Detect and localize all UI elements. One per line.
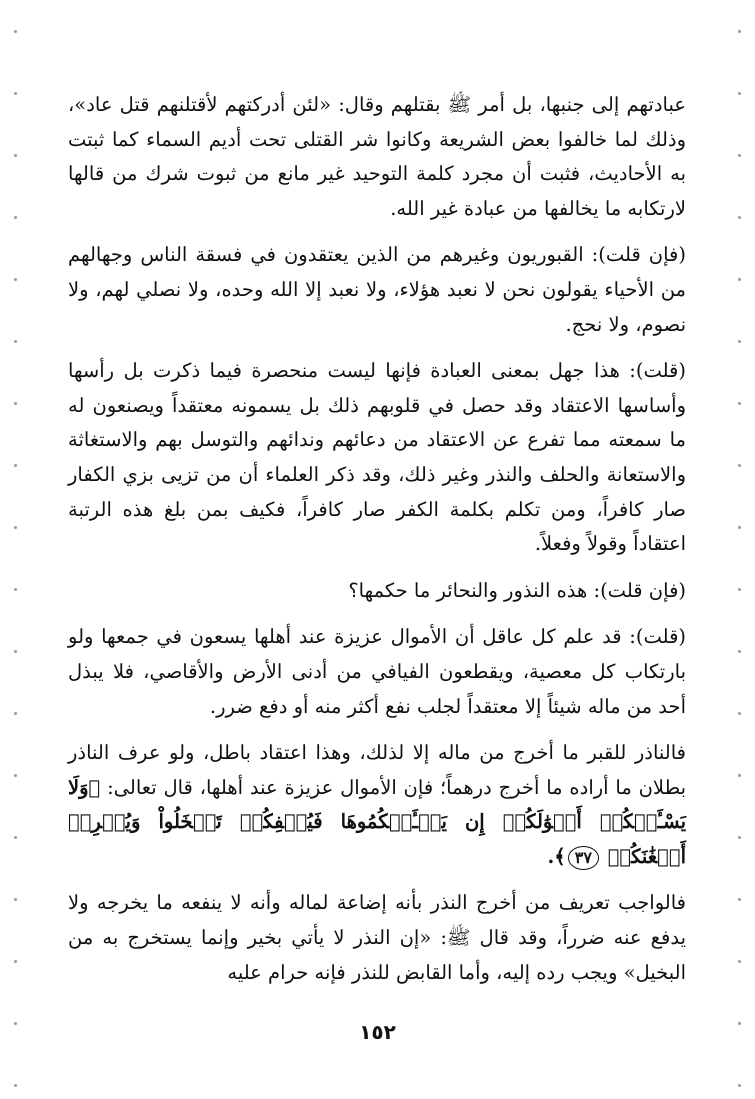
right-margin-dots: [738, 0, 742, 1099]
verse-close-bracket: ﴾.: [547, 844, 566, 868]
margin-dot: [14, 30, 17, 33]
margin-dot: [14, 774, 17, 777]
margin-dot: [738, 774, 741, 777]
paragraph-reply-wealth: (قلت): قد علم كل عاقل أن الأموال عزيزة عند أهلها يسعون في جمعها ولو بارتكاب كل معصية، ويقطعون الفيافي من أدنى الأرض والأقاصي، فلا يبذل أحد من ماله شيئاً إلا معتقداً لجلب نفع أكثر منه أو دفع ضرر.: [68, 625, 686, 718]
margin-dot: [14, 402, 17, 405]
margin-dot: [738, 92, 741, 95]
margin-dot: [14, 340, 17, 343]
margin-dot: [14, 278, 17, 281]
page-number: ١٥٢: [359, 1020, 396, 1044]
left-margin-dots: [14, 0, 18, 1099]
margin-dot: [14, 898, 17, 901]
margin-dot: [14, 154, 17, 157]
margin-dot: [738, 154, 741, 157]
margin-dot: [14, 1084, 17, 1087]
margin-dot: [738, 526, 741, 529]
margin-dot: [738, 30, 741, 33]
page-body: [68, 88, 686, 990]
margin-dot: [738, 278, 741, 281]
paragraph-objection-graves: (فإن قلت): القبوريون وغيرهم من الذين يعتقدون في فسقة الناس وجهالهم من الأحياء يقولون نحن لا نعبد هؤلاء، ولا نعبد إلا الله وحده، ولا نصلي لهم، ولا نصوم، ولا نحج.: [68, 243, 686, 336]
margin-dot: [738, 402, 741, 405]
margin-dot: [738, 650, 741, 653]
margin-dot: [738, 464, 741, 467]
paragraph-prophet-command: عبادتهم إلى جنبها، بل أمر ﷺ بقتلهم وقال: «لئن أدركتهم لأقتلنهم قتل عاد»، وذلك لما خالفوا بعض الشريعة وكانوا شر القتلى تحت أديم السماء كما ثبتت به الأحاديث، فثبت أن مجرد كلمة التوحيد غير مانع من ثبوت شرك من قالها لارتكابه ما يخالفها من عبادة غير الله.: [68, 93, 686, 220]
vow-maker-text: فالناذر للقبر ما أخرج من ماله إلا لذلك، وهذا اعتقاد باطل، ولو عرف الناذر بطلان ما أراده ما أخرج درهماً؛ فإن الأموال عزيزة عند أهلها، قال تعالى:: [68, 741, 686, 799]
margin-dot: [14, 92, 17, 95]
margin-dot: [738, 1084, 741, 1087]
margin-dot: [14, 464, 17, 467]
margin-dot: [14, 588, 17, 591]
margin-dot: [14, 712, 17, 715]
margin-dot: [738, 960, 741, 963]
paragraph-obligation: فالواجب تعريف من أخرج النذر بأنه إضاعة لماله وأنه لا ينفعه ما يخرجه ولا يدفع عنه ضرراً، وقد قال ﷺ: «إن النذر لا يأتي بخير وإنما يستخرج به من البخيل» ويجب رده إليه، وأما القابض للنذر فإنه حرام عليه: [68, 891, 686, 984]
margin-dot: [14, 836, 17, 839]
margin-dot: [738, 712, 741, 715]
verse-open-bracket: ﴿: [88, 775, 101, 799]
paragraph-vow-maker: [68, 736, 686, 874]
paragraph-question-vows: (فإن قلت): هذه النذور والنحائر ما حكمها؟: [348, 578, 686, 602]
margin-dot: [738, 340, 741, 343]
margin-dot: [14, 650, 17, 653]
margin-dot: [738, 588, 741, 591]
verse-number-badge: ٣٧: [568, 846, 599, 870]
margin-dot: [738, 836, 741, 839]
margin-dot: [738, 898, 741, 901]
margin-dot: [14, 960, 17, 963]
verse-text: وَلَا يَسْـَٔلۡكُمۡ أَمۡوَٰلَكُمۡ إِن يَسۡـَٔلۡكُمُوهَا فَيُحۡفِكُمۡ تَبۡخَلُواْ وَيُخۡرِجۡ أَضۡغَٰنَكُمۡ: [68, 775, 686, 868]
margin-dot: [14, 526, 17, 529]
paragraph-reply-worship: (قلت): هذا جهل بمعنى العبادة فإنها ليست منحصرة فيما ذكرت بل رأسها وأساسها الاعتقاد وقد حصل في قلوبهم ذلك بل يسمونه معتقداً ويصنعون له ما سمعته مما تفرع عن الاعتقاد من دعائهم وندائهم والتوسل بهم والاستغاثة والاستعانة والحلف والنذر وغير ذلك، وقد ذكر العلماء أن من تزيى بزي الكفار صار كافراً، ومن تكلم بكلمة الكفر صار كافراً، فكيف بمن بلغ هذه الرتبة اعتقاداً وقولاً وفعلاً.: [68, 359, 686, 556]
margin-dot: [14, 216, 17, 219]
margin-dot: [738, 216, 741, 219]
